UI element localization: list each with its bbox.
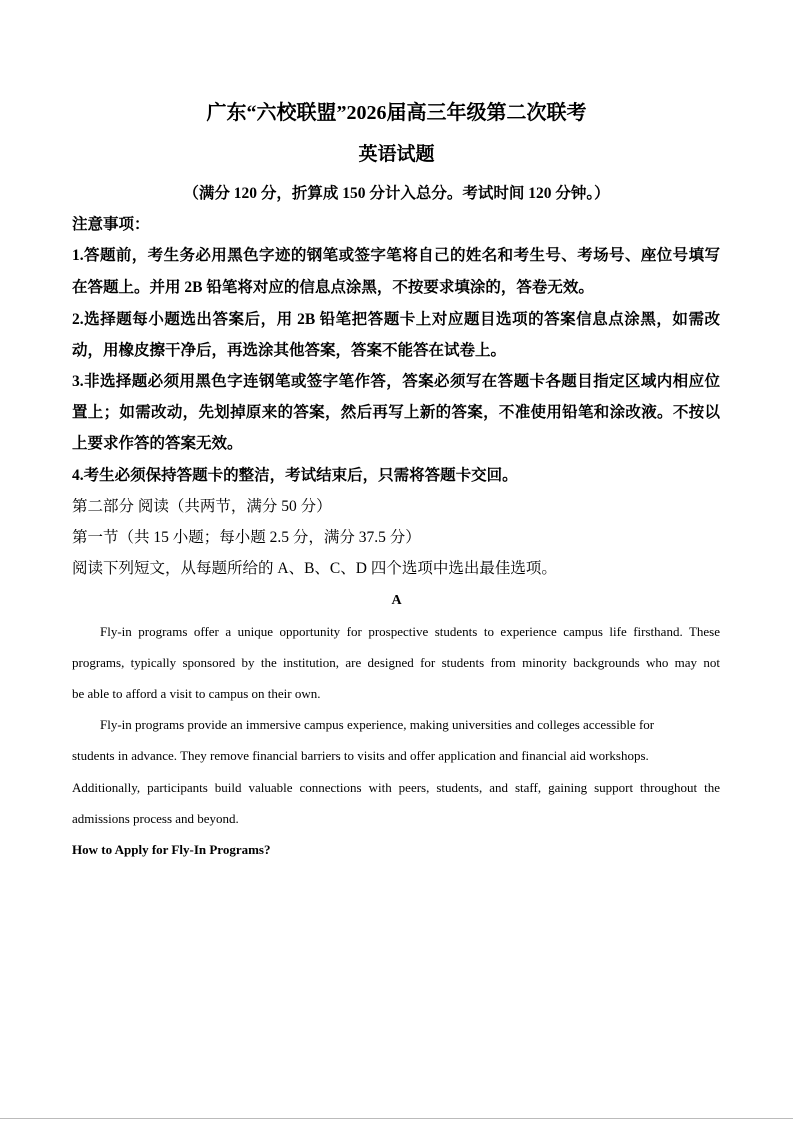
part-heading: 第二部分 阅读（共两节，满分 50 分） xyxy=(72,498,332,515)
passage-line: admissions process and beyond. xyxy=(72,811,239,826)
instruction: 阅读下列短文，从每题所给的 A、B、C、D 四个选项中选出最佳选项。 xyxy=(72,560,557,577)
notice-line: 上要求作答的答案无效。 xyxy=(72,435,243,452)
notice-line: 在答题上。并用 2B 铅笔将对应的信息点涂黑，不按要求填涂的，答卷无效。 xyxy=(72,279,594,296)
page-bottom-divider xyxy=(0,1118,793,1119)
notice-line: 1.答题前，考生务必用黑色字迹的钢笔或签字笔将自己的姓名和考生号、考场号、座位号填写 xyxy=(72,247,720,264)
notice-line: 3.非选择题必须用黑色字连钢笔或签字笔作答，答案必须写在答题卡各题目指定区域内相应位 xyxy=(72,373,720,390)
passage-line: programs, typically sponsored by the institution, are designed for students from minority backgrounds who may not xyxy=(72,655,720,670)
exam-title: 广东“六校联盟”2026届高三年级第二次联考 xyxy=(206,102,587,124)
passage-line: be able to afford a visit to campus on their own. xyxy=(72,686,321,701)
section-heading: 第一节（共 15 小题；每小题 2.5 分，满分 37.5 分） xyxy=(72,529,421,546)
notice-heading: 注意事项： xyxy=(72,216,150,233)
notice-line: 2.选择题每小题选出答案后，用 2B 铅笔把答题卡上对应题目选项的答案信息点涂黑，如需改 xyxy=(72,311,720,328)
notice-line: 4.考生必须保持答题卡的整洁，考试结束后，只需将答题卡交回。 xyxy=(72,467,518,484)
notice-line: 动，用橡皮擦干净后，再选涂其他答案，答案不能答在试卷上。 xyxy=(72,342,507,359)
passage-label: A xyxy=(391,593,402,608)
passage-line: Fly-in programs offer a unique opportunity for prospective students to experience campus life firsthand. These xyxy=(100,624,720,639)
passage-line: Additionally, participants build valuable connections with peers, students, and staff, gaining support throughout the xyxy=(72,780,720,795)
passage-line: Fly-in programs provide an immersive campus experience, making universities and colleges accessible for xyxy=(100,717,655,732)
exam-subtitle: 英语试题 xyxy=(358,144,435,165)
score-note: （满分 120 分，折算成 150 分计入总分。考试时间 120 分钟。） xyxy=(183,185,610,202)
passage-line: students in advance. They remove financial barriers to visits and offer application and financial aid workshops. xyxy=(72,748,649,763)
notice-line: 置上；如需改动，先划掉原来的答案，然后再写上新的答案，不准使用铅笔和涂改液。不按以 xyxy=(72,404,720,421)
passage-subheading: How to Apply for Fly-In Programs? xyxy=(72,842,271,857)
